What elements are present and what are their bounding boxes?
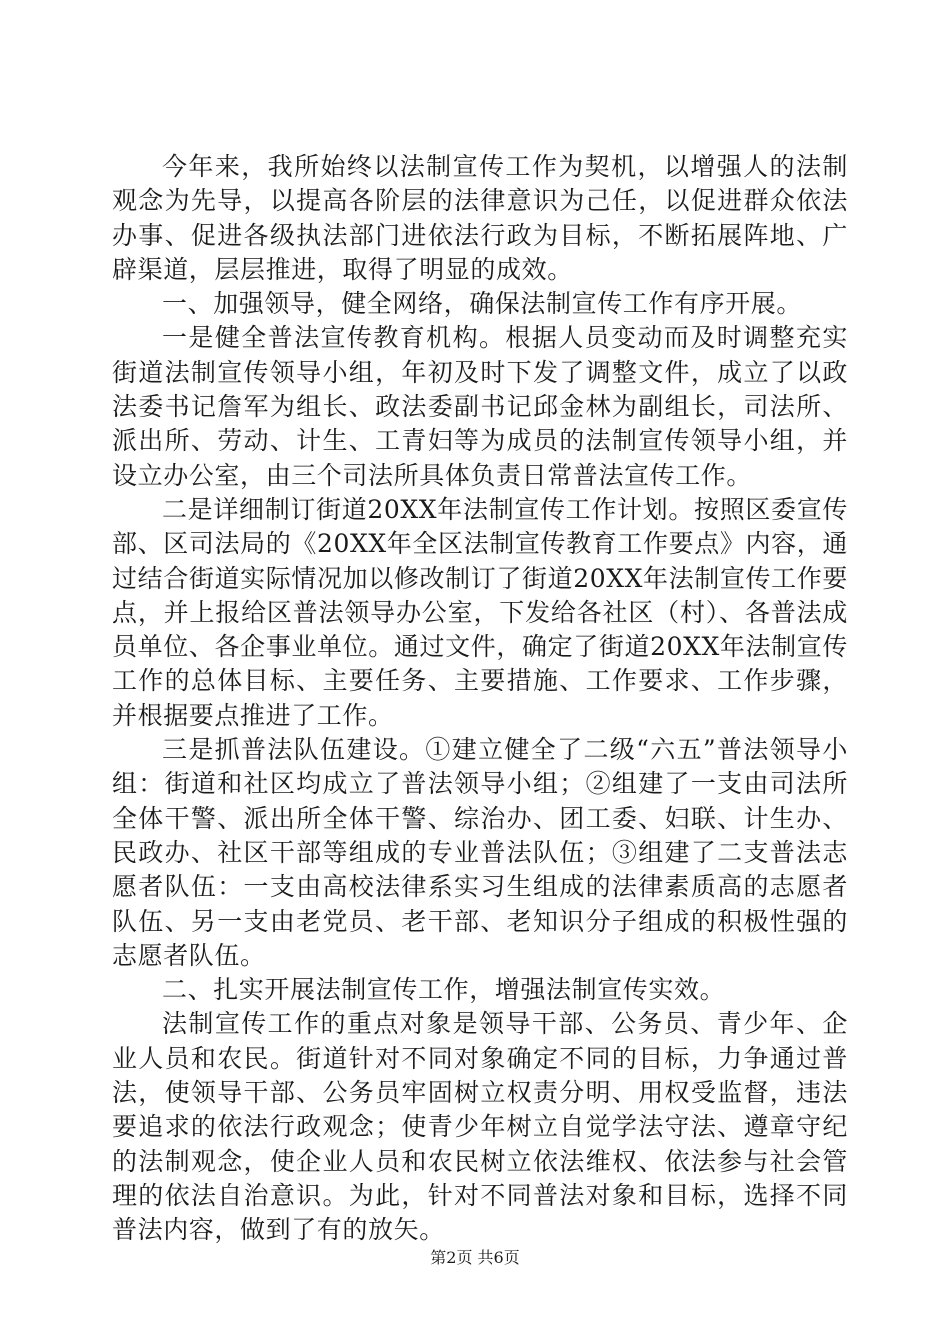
document-body: [112, 150, 848, 1248]
paragraph-targets: 法制宣传工作的重点对象是领导干部、公务员、青少年、企业人员和农民。街道针对不同对象确定不同的目标，力争通过普法，使领导干部、公务员牢固树立权责分明、用权受监督，违法要追求的依法行政观念；使青少年树立自觉学法守法、遵章守纪的法制观念，使企业人员和农民树立依法维权、依法参与社会管理的依法自治意识。为此，针对不同普法对象和目标，选择不同普法内容，做到了有的放矢。: [112, 1009, 848, 1245]
paragraph-point-1: 一是健全普法宣传教育机构。根据人员变动而及时调整充实街道法制宣传领导小组，年初及时下发了调整文件，成立了以政法委书记詹军为组长、政法委副书记邱金林为副组长，司法所、派出所、劳动、计生、工青妇等为成员的法制宣传领导小组，并设立办公室，由三个司法所具体负责日常普法宣传工作。: [112, 323, 848, 490]
paragraph-point-3: 三是抓普法队伍建设。①建立健全了二级“六五”普法领导小组：街道和社区均成立了普法领导小组；②组建了一支由司法所全体干警、派出所全体干警、综治办、团工委、妇联、计生办、民政办、社区干部等组成的专业普法队伍；③组建了二支普法志愿者队伍：一支由高校法律系实习生组成的法律素质高的志愿者队伍、另一支由老党员、老干部、老知识分子组成的积极性强的志愿者队伍。: [112, 735, 848, 970]
paragraph-point-2: 二是详细制订街道20XX年法制宣传工作计划。按照区委宣传部、区司法局的《20XX年全区法制宣传教育工作要点》内容，通过结合街道实际情况加以修改制订了街道20XX年法制宣传工作要点，并上报给区普法领导办公室，下发给各社区（村）、各普法成员单位、各企事业单位。通过文件，确定了街道20XX年法制宣传工作的总体目标、主要任务、主要措施、工作要求、工作步骤，并根据要点推进了工作。: [112, 494, 848, 730]
page-number: 第2页 共6页: [430, 1248, 520, 1267]
section-heading-1: 一、加强领导，健全网络，确保法制宣传工作有序开展。: [162, 289, 803, 319]
paragraph-intro: 今年来，我所始终以法制宣传工作为契机，以增强人的法制观念为先导，以提高各阶层的法律意识为己任，以促进群众依法办事、促进各级执法部门进依法行政为目标，不断拓展阵地、广辟渠道，层层推进，取得了明显的成效。: [112, 152, 848, 284]
section-heading-2: 二、扎实开展法制宣传工作，增强法制宣传实效。: [162, 975, 726, 1005]
